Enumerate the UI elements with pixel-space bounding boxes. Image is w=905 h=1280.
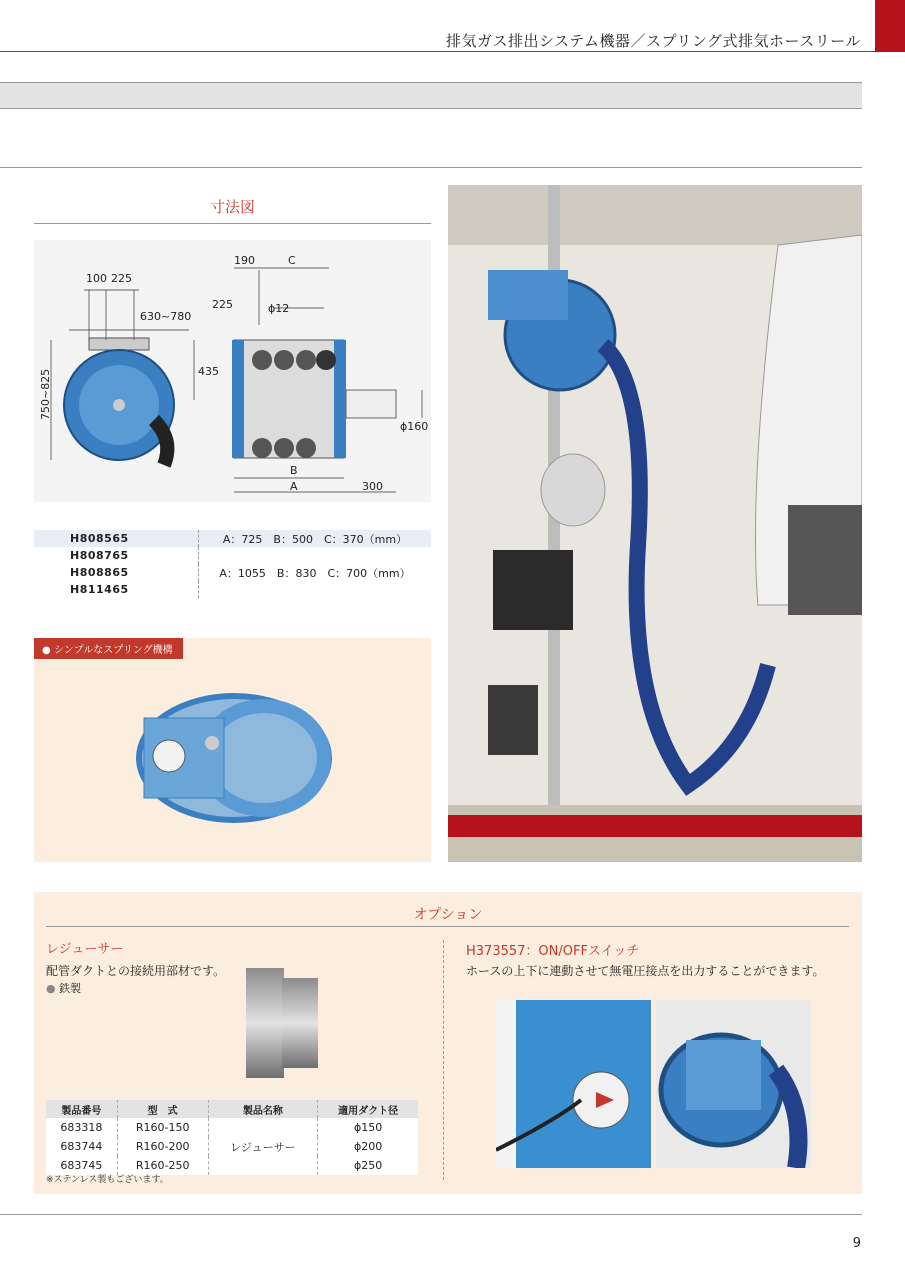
dim-100: 100	[86, 272, 107, 285]
dimension-drawing	[34, 240, 431, 502]
reducer-photo	[246, 968, 318, 1078]
col-header: 適用ダクト径	[318, 1100, 418, 1118]
installation-photo	[448, 185, 862, 862]
dim-225-side: 225	[212, 298, 233, 311]
section-bar	[0, 82, 862, 109]
feature-label: ● シンプルなスプリング機構	[34, 638, 183, 659]
spring-mechanism-photo	[34, 638, 431, 862]
dim-c: C	[288, 254, 296, 267]
option-rule	[46, 926, 849, 927]
spec-row: H808565 A：725 B：500 C：370（mm）	[34, 530, 431, 547]
option-title: オプション	[413, 907, 483, 923]
header-rule	[0, 51, 875, 52]
page-number: 9	[852, 1236, 861, 1251]
dim-300: 300	[362, 480, 383, 493]
reducer-note: ※ステンレス製もございます。	[46, 1175, 169, 1185]
front-view-reel	[64, 338, 174, 465]
option-divider	[443, 940, 444, 1180]
table-row: 683318 R160-150 ϕ150	[46, 1118, 418, 1137]
col-header: 型 式	[117, 1100, 208, 1118]
dim-225: 225	[111, 272, 132, 285]
reducer-table	[46, 1100, 418, 1175]
chapter-tab	[875, 0, 905, 52]
spec-row: H811465	[34, 581, 431, 598]
dim-435: 435	[198, 365, 219, 378]
switch-desc: ホースの上下に連動させて無電圧接点を出力することができます。	[466, 964, 825, 978]
reducer-material: ● 鉄製	[46, 982, 82, 995]
spec-row: H808765	[34, 547, 431, 564]
dim-750-825: 750~825	[39, 368, 52, 420]
dim-b: B	[290, 464, 298, 477]
switch-photo-2	[656, 1000, 811, 1168]
spec-table	[34, 530, 431, 598]
col-header: 製品名称	[208, 1100, 318, 1118]
dimension-title: 寸法図	[209, 198, 255, 216]
table-row: 683745 R160-250 ϕ250	[46, 1156, 418, 1175]
reducer-title: レジューサー	[46, 942, 124, 957]
dim-630-780: 630~780	[140, 310, 192, 323]
table-row: 683744 R160-200 レジューサー ϕ200	[46, 1137, 418, 1156]
spec-row: H808865 A：1055 B：830 C：700（mm）	[34, 564, 431, 581]
reducer-desc: 配管ダクトとの接続用部材です。	[46, 964, 226, 978]
footer-rule	[0, 1214, 862, 1215]
dim-190: 190	[234, 254, 255, 267]
col-header: 製品番号	[46, 1100, 117, 1118]
dim-a: A	[290, 480, 298, 493]
side-view-reel	[232, 340, 396, 458]
dimension-rule	[34, 223, 431, 224]
header-title: 排気ガス排出システム機器／スプリング式排気ホースリール	[445, 32, 861, 50]
section-rule	[0, 167, 862, 168]
switch-photo-1	[496, 1000, 651, 1168]
dim-phi160: ϕ160	[400, 420, 429, 433]
switch-title: H373557：ON/OFFスイッチ	[466, 944, 640, 959]
dim-phi12: ϕ12	[268, 302, 290, 315]
